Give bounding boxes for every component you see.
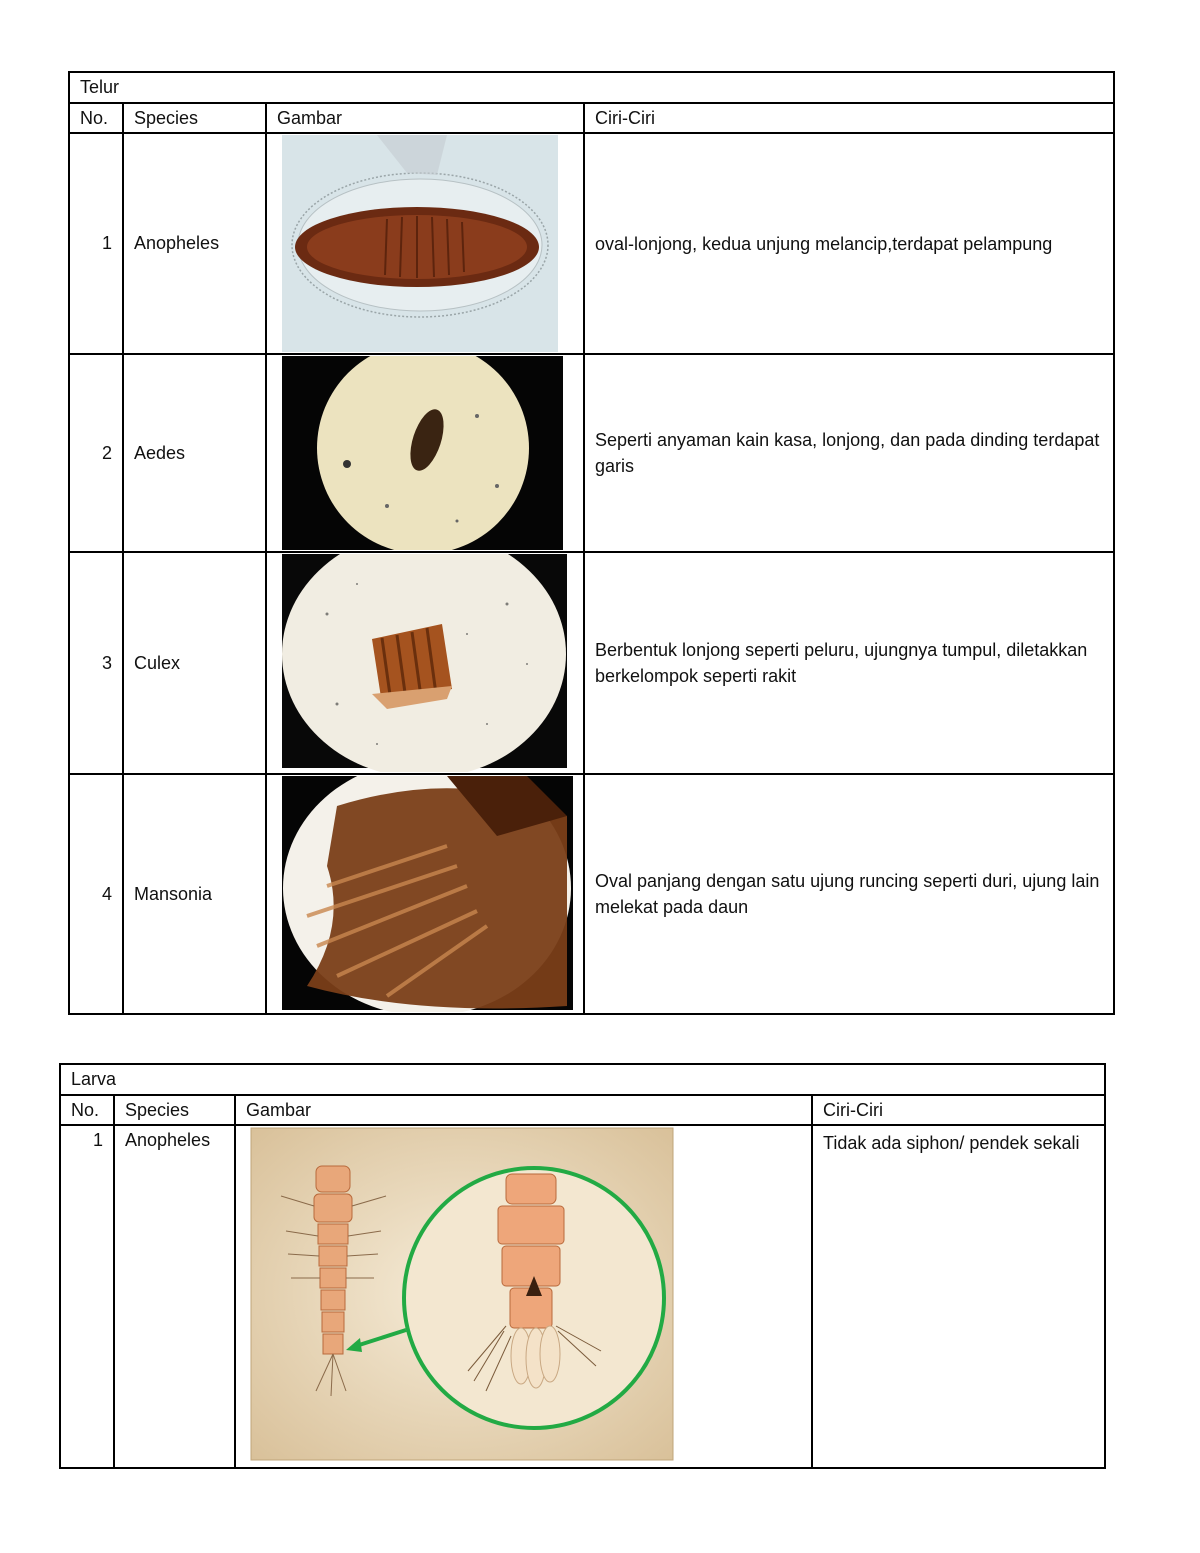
row-no: 1 [60,1125,114,1468]
row-species: Mansonia [123,774,266,1014]
row-no: 2 [69,354,123,552]
row-no: 3 [69,552,123,774]
table-row [69,354,1114,552]
table-row [69,133,1114,354]
header-species: Species [123,103,266,133]
table-row [60,1125,1105,1468]
row-species: Anopheles [123,133,266,354]
anopheles-larva-image [235,1125,812,1468]
larva-table [59,1063,1106,1469]
row-ciri: oval-lonjong, kedua unjung melancip,terdapat pelampung [584,133,1114,354]
mansonia-egg-image [266,774,584,1014]
telur-title: Telur [69,72,1114,103]
row-ciri: Berbentuk lonjong seperti peluru, ujungnya tumpul, diletakkan berkelompok seperti rakit [584,552,1114,774]
telur-table [68,71,1115,1015]
aedes-egg-image [266,354,584,552]
row-species: Aedes [123,354,266,552]
culex-egg-image [266,552,584,774]
row-no: 4 [69,774,123,1014]
header-ciri: Ciri-Ciri [584,103,1114,133]
row-ciri: Tidak ada siphon/ pendek sekali [812,1125,1105,1468]
header-gambar: Gambar [235,1095,812,1125]
header-ciri: Ciri-Ciri [812,1095,1105,1125]
row-ciri: Oval panjang dengan satu ujung runcing seperti duri, ujung lain melekat pada daun [584,774,1114,1014]
table-row [69,774,1114,1014]
header-species: Species [114,1095,235,1125]
table-row [69,552,1114,774]
larva-title: Larva [60,1064,1105,1095]
header-gambar: Gambar [266,103,584,133]
row-ciri: Seperti anyaman kain kasa, lonjong, dan pada dinding terdapat garis [584,354,1114,552]
header-no: No. [60,1095,114,1125]
row-species: Anopheles [114,1125,235,1468]
row-species: Culex [123,552,266,774]
header-no: No. [69,103,123,133]
row-no: 1 [69,133,123,354]
anopheles-egg-image [266,133,584,354]
